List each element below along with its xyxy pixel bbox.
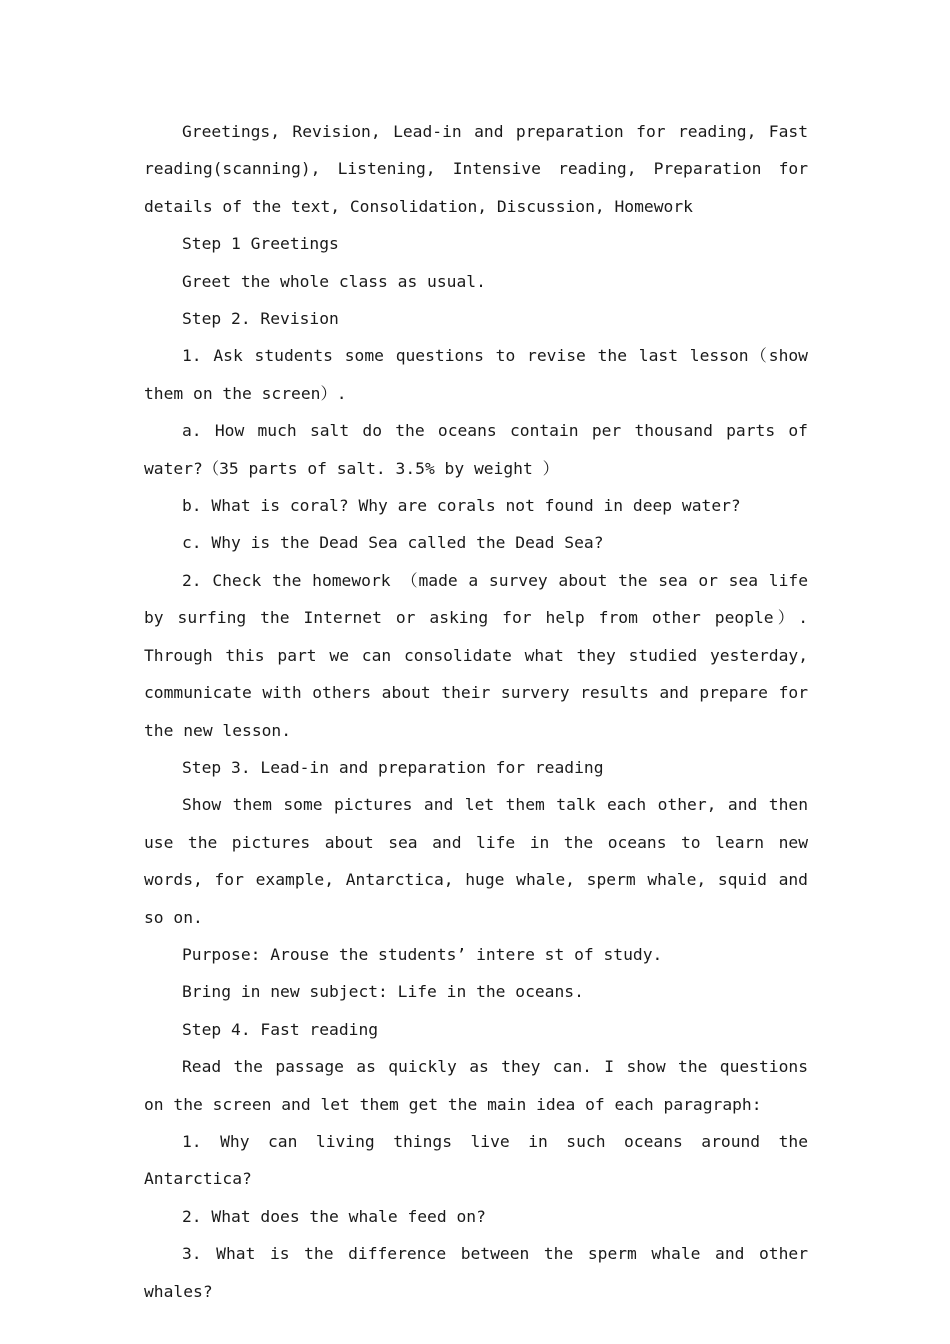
- paragraph-pictures: Show them some pictures and let them talk each other, and then use the pictures about sea and life in the oceans to learn new words, for example, Antarctica, huge whale, sperm whale, squid and so on.: [144, 795, 808, 927]
- document-page: [144, 113, 808, 1310]
- paragraph-fast-question-1: 1. Why can living things live in such oceans around the Antarctica?: [144, 1131, 808, 1189]
- paragraph-homework-check: 2. Check the homework （made a survey about the sea or sea life by surfing the Internet or asking for help from other people）. Through this part we can consolidate what they studied yesterday, communicate with others about their survery results and prepare for the new lesson.: [144, 570, 808, 740]
- heading-step-1: Step 1 Greetings: [182, 234, 339, 254]
- paragraph-fast-reading: Read the passage as quickly as they can. I show the questions on the screen and let them get the main idea of each paragraph:: [144, 1057, 808, 1114]
- paragraph-subject: Bring in new subject: Life in the oceans.: [182, 982, 584, 1002]
- paragraph-question-b: b. What is coral? Why are corals not found in deep water?: [182, 496, 741, 516]
- paragraph-fast-question-3: 3. What is the difference between the sperm whale and other whales?: [144, 1244, 808, 1301]
- paragraph-fast-question-2: 2. What does the whale feed on?: [182, 1206, 486, 1226]
- heading-step-4: Step 4. Fast reading: [182, 1019, 379, 1039]
- paragraph-greet: Greet the whole class as usual.: [182, 271, 486, 291]
- paragraph-lesson-outline: Greetings, Revision, Lead-in and preparation for reading, Fast reading(scanning), Listening, Intensive reading, Preparation for details of the text, Consolidation, Discussion, Homework: [144, 122, 808, 216]
- paragraph-revision-1: 1. Ask students some questions to revise the last lesson（show them on the screen）.: [144, 346, 808, 403]
- heading-step-3: Step 3. Lead-in and preparation for reading: [182, 757, 604, 777]
- paragraph-question-c: c. Why is the Dead Sea called the Dead Sea?: [182, 533, 604, 553]
- paragraph-purpose: Purpose: Arouse the students’ intere st of study.: [182, 944, 663, 964]
- paragraph-question-a: a. How much salt do the oceans contain per thousand parts of water?（35 parts of salt. 3.5% by weight ）: [144, 421, 808, 478]
- heading-step-2: Step 2. Revision: [182, 309, 339, 329]
